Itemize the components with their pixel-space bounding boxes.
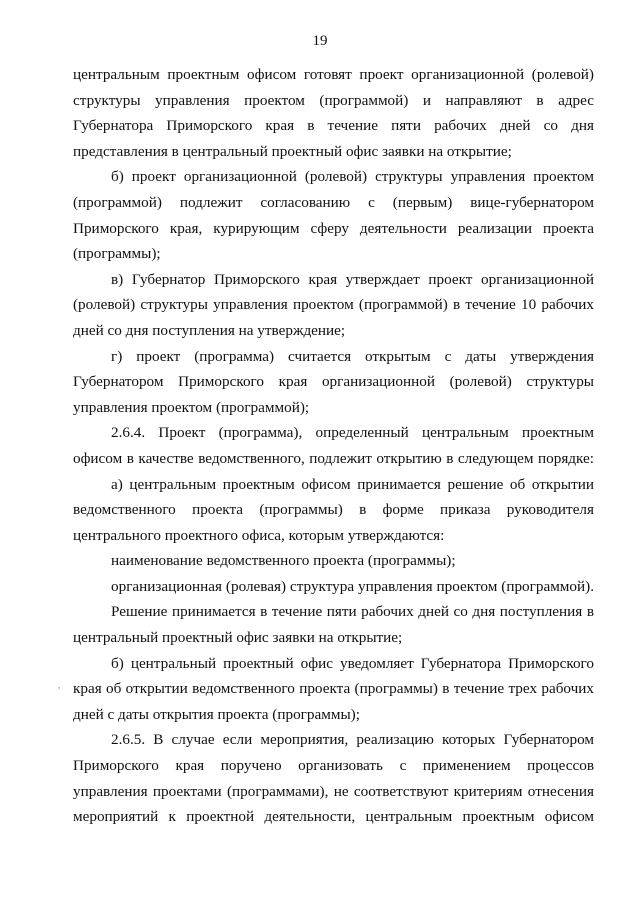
text-line: управления проектами (программами), не соответствуют критериям отнесения xyxy=(73,782,594,800)
text-line: (программы); xyxy=(73,245,161,263)
text-line: центральным проектным офисом готовят проект организационной (ролевой) xyxy=(73,66,594,83)
scan-speck: , xyxy=(58,680,61,690)
text-line: 2.6.5. В случае если мероприятия, реализацию которых Губернатором xyxy=(111,731,594,749)
text-line: края об открытии ведомственного проекта (программы) в течение трех рабочих xyxy=(73,680,594,698)
text-line: дней со дня поступления на утверждение; xyxy=(73,321,346,339)
text-line: б) центральный проектный офис уведомляет Губернатора Приморского xyxy=(111,654,594,672)
text-line: 2.6.4. Проект (программа), определенный центральным проектным xyxy=(111,424,594,442)
text-line: организационная (ролевая) структура управления проектом (программой). xyxy=(111,577,594,595)
document-body xyxy=(73,62,594,830)
text-line: Губернатора Приморского края в течение пяти рабочих дней со дня xyxy=(73,117,594,135)
text-line: мероприятий к проектной деятельности, центральным проектным офисом xyxy=(73,808,594,826)
text-line: б) проект организационной (ролевой) структуры управления проектом xyxy=(111,168,594,186)
text-line: г) проект (программа) считается открытым с даты утверждения xyxy=(111,347,594,365)
text-line: центральный проектный офис заявки на открытие; xyxy=(73,629,403,647)
text-line: центрального проектного офиса, которым утверждаются: xyxy=(73,526,445,544)
text-line: ведомственного проекта (программы) в форме приказа руководителя xyxy=(73,501,594,519)
text-line: дней с даты открытия проекта (программы); xyxy=(73,705,360,723)
text-line: Приморского края, курирующим сферу деятельности реализации проекта xyxy=(73,219,594,237)
text-line: Губернатором Приморского края организационной (ролевой) структуры xyxy=(73,373,594,391)
text-line: структуры управления проектом (программой) и направляют в адрес xyxy=(73,91,594,109)
text-line: Решение принимается в течение пяти рабочих дней со дня поступления в xyxy=(111,603,594,621)
text-line: Приморского края поручено организовать с применением процессов xyxy=(73,757,594,775)
text-line: а) центральным проектным офисом принимается решение об открытии xyxy=(111,475,594,493)
text-line: управления проектом (программой); xyxy=(73,398,310,416)
text-line: (ролевой) структуры управления проектом (программой) в течение 10 рабочих xyxy=(73,296,594,314)
text-line: (программой) подлежит согласованию с (первым) вице-губернатором xyxy=(73,193,594,211)
text-line: офисом в качестве ведомственного, подлежит открытию в следующем порядке: xyxy=(73,449,594,467)
page-number: 19 xyxy=(312,33,328,49)
text-line: в) Губернатор Приморского края утверждает проект организационной xyxy=(111,270,594,288)
text-line: представления в центральный проектный офис заявки на открытие; xyxy=(73,142,512,160)
text-line: наименование ведомственного проекта (программы); xyxy=(111,552,456,570)
